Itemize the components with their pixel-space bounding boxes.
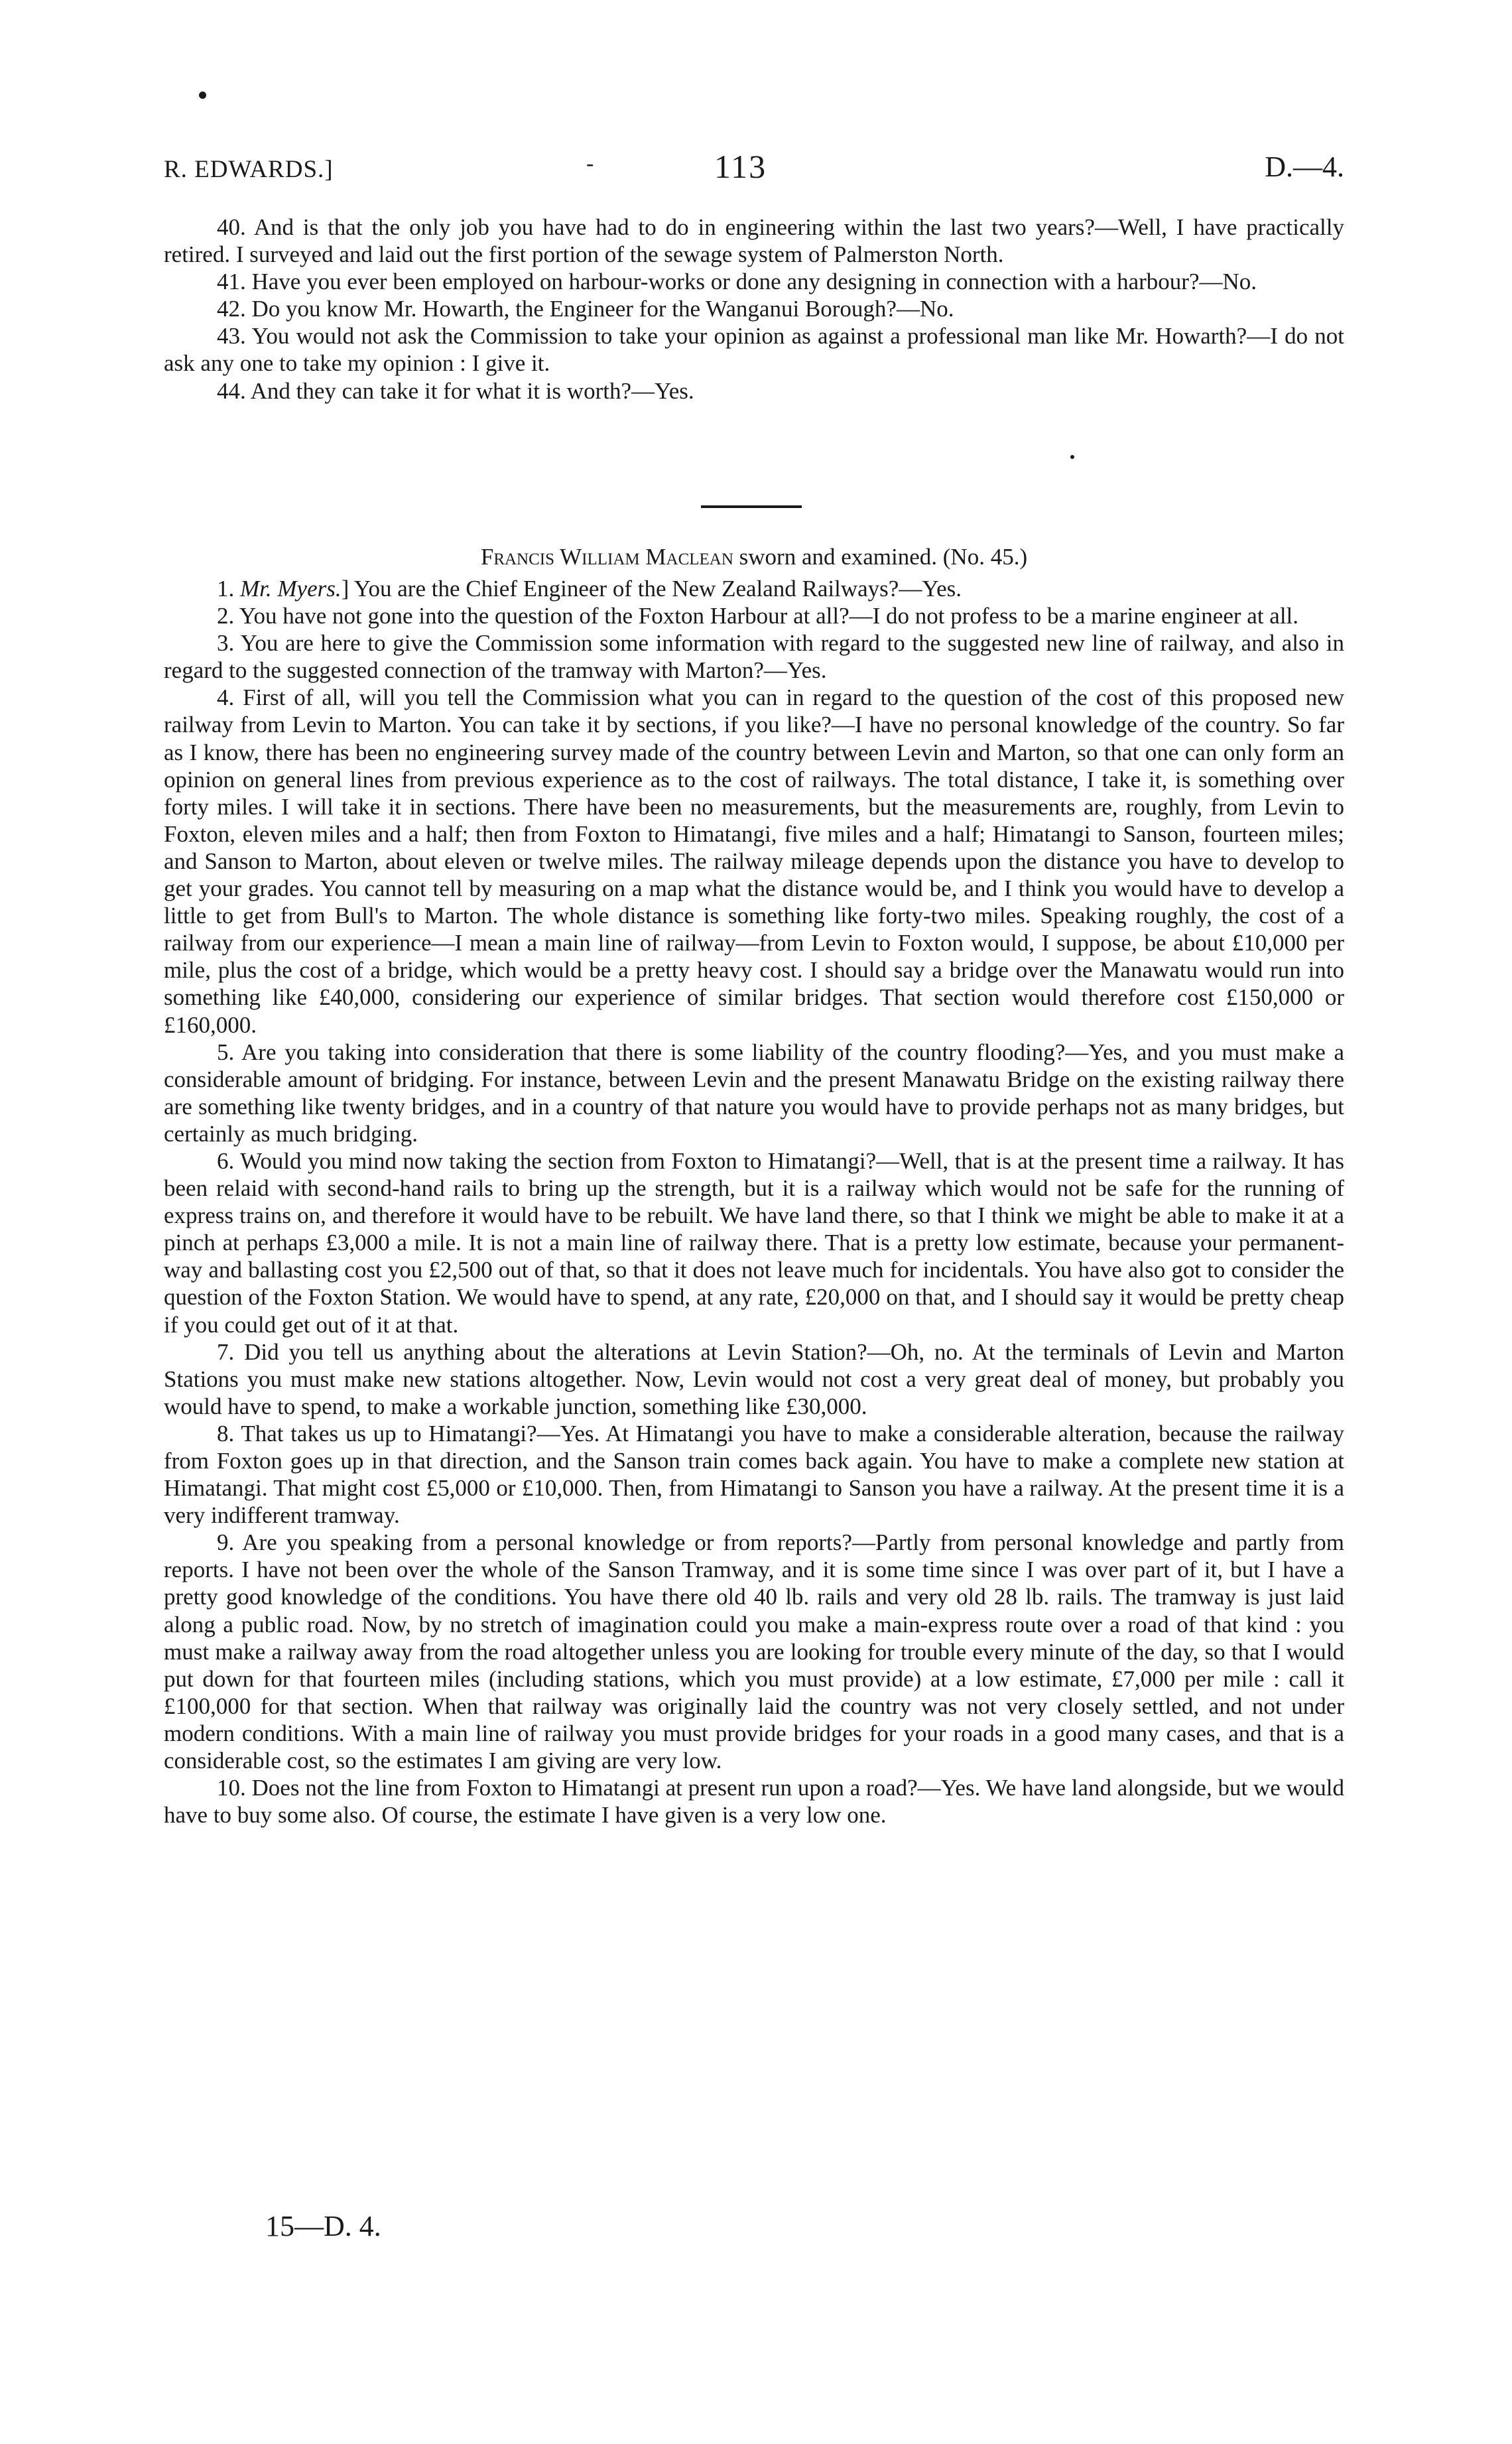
question-paragraph: 6. Would you mind now taking the section from Foxton to Himatangi?—Well, that is at the present time a railway. It has been relaid with second-hand rails to bring up the strength, but it is a railway which would not be safe for the running of express trains on, and therefore it would have to be rebuilt. We have land there, so that I think we might be able to make it at a pinch at perhaps £3,000 a mile. It is not a main line of railway there. That is a pretty low estimate, because your permanent-way and ballasting cost you £2,500 out of that, so that it does not leave much for incidentals. You have also got to consider the question of the Foxton Station. We would have to spend, at any rate, £20,000 on that, and I should say it would be pretty cheap if you could get out of it at that.	[164, 1147, 1344, 1338]
question-paragraph: 7. Did you tell us anything about the alterations at Levin Station?—Oh, no. At the terminals of Levin and Marton Stations you must make new stations altogether. Now, Levin would not cost a very great deal of money, but probably you would have to spend, to make a workable junction, something like £30,000.	[164, 1338, 1344, 1419]
question-paragraph: 40. And is that the only job you have had to do in engineering within the last two years?—Well, I have practically retired. I surveyed and laid out the first portion of the sewage system of Palmerston North.	[164, 214, 1344, 268]
page-number: 113	[714, 148, 767, 185]
question-paragraph	[164, 575, 1344, 602]
question-paragraph: 10. Does not the line from Foxton to Himatangi at present run upon a road?—Yes. We have land alongside, but we would have to buy some also. Of course, the estimate I have given is a very low one.	[164, 1775, 1344, 1829]
question-paragraph: 9. Are you speaking from a personal knowledge or from reports?—Partly from personal knowledge and partly from reports. I have not been over the whole of the Sanson Tramway, and it is some time since I was over part of it, but I have a pretty good knowledge of the conditions. You have there old 40 lb. rails and very old 28 lb. rails. The tramway is just laid along a public road. Now, by no stretch of imagination could you make a main-express route over a road of that kind : you must make a railway away from the road altogether unless you are looking for trouble every minute of the day, so that I would put down for that fourteen miles (including stations, which you must provide) at a low estimate, £7,000 per mile : call it £100,000 for that section. When that railway was originally laid the country was not very closely settled, and not under modern conditions. With a main line of railway you must provide bridges for your roads in a good many cases, and that is a considerable cost, so the estimates I am giving are very low.	[164, 1529, 1344, 1774]
questioner-name: Mr. Myers.	[240, 576, 342, 602]
page-header	[164, 147, 1344, 190]
question-paragraph: 2. You have not gone into the question of the Foxton Harbour at all?—I do not profess to be a marine engineer at all.	[217, 603, 1299, 629]
question-text: ] You are the Chief Engineer of the New Zealand Railways?—Yes.	[341, 576, 962, 602]
witness-heading-rest: sworn and examined. (No. 45.)	[739, 544, 1028, 570]
witness-name: Francis William Maclean	[480, 544, 733, 570]
question-paragraph: 41. Have you ever been employed on harbour-works or done any designing in connection with a harbour?—No.	[217, 269, 1257, 295]
question-number: 1.	[217, 576, 240, 602]
signature-mark: 15—D. 4.	[265, 2210, 381, 2242]
header-dash: -	[586, 151, 594, 176]
testimony-block-edwards	[164, 214, 1344, 405]
question-paragraph: 44. And they can take it for what it is worth?—Yes.	[217, 377, 694, 404]
question-paragraph: 4. First of all, will you tell the Commission what you can in regard to the question of the cost of this proposed new railway from Levin to Marton. You can take it by sections, if you like?—I have no personal knowledge of the country. So far as I know, there has been no engineering survey made of the country between Levin and Marton, so that one can only form an opinion on general lines from previous experience as to the cost of railways. The total distance, I take it, is something over forty miles. I will take it in sections. There have been no measurements, but the measurements are, roughly, from Levin to Foxton, eleven miles and a half; then from Foxton to Himatangi, five miles and a half; Himatangi to Sanson, fourteen miles; and Sanson to Marton, about eleven or twelve miles. The railway mileage depends upon the distance you have to develop to get your grades. You cannot tell by measuring on a map what the distance would be, and I think you would have to develop a little to get from Bull's to Marton. The whole distance is something like forty-two miles. Speaking roughly, the cost of a railway from our experience—I mean a main line of railway—from Levin to Foxton would, I suppose, be about £10,000 per mile, plus the cost of a bridge, which would be a pretty heavy cost. I should say a bridge over the Manawatu would run into something like £40,000, considering our experience of similar bridges. That section would therefore cost £150,000 or £160,000.	[164, 684, 1344, 1038]
question-paragraph: 5. Are you taking into consideration that there is some liability of the country flooding?—Yes, and you must make a considerable amount of bridging. For instance, between Levin and the present Manawatu Bridge on the existing railway there are something like twenty bridges, and in a country of that nature you would have to provide perhaps not as many bridges, but certainly as much bridging.	[164, 1039, 1344, 1147]
document-reference: D.—4.	[1265, 151, 1344, 183]
question-paragraph: 43. You would not ask the Commission to take your opinion as against a professional man like Mr. Howarth?—I do not ask any one to take my opinion : I give it.	[164, 323, 1344, 377]
question-paragraph: 42. Do you know Mr. Howarth, the Engineer for the Wanganui Borough?—No.	[217, 296, 954, 322]
question-paragraph: 8. That takes us up to Himatangi?—Yes. At Himatangi you have to make a considerable alteration, because the railway from Foxton goes up in that direction, and the Sanson train comes back again. You have to make a complete new station at Himatangi. That might cost £5,000 or £10,000. Then, from Himatangi to Sanson you have a railway. At the present time it is a very indifferent tramway.	[164, 1420, 1344, 1529]
testimony-block-maclean	[164, 575, 1344, 1829]
question-paragraph: 3. You are here to give the Commission some information with regard to the suggested new line of railway, and also in regard to the suggested connection of the tramway with Marton?—Yes.	[164, 630, 1344, 684]
header-witness-name: R. EDWARDS.]	[164, 156, 334, 183]
stray-ink-mark	[199, 92, 206, 99]
section-divider	[701, 505, 802, 508]
witness-heading	[164, 543, 1344, 572]
stray-ink-mark	[1070, 455, 1074, 459]
